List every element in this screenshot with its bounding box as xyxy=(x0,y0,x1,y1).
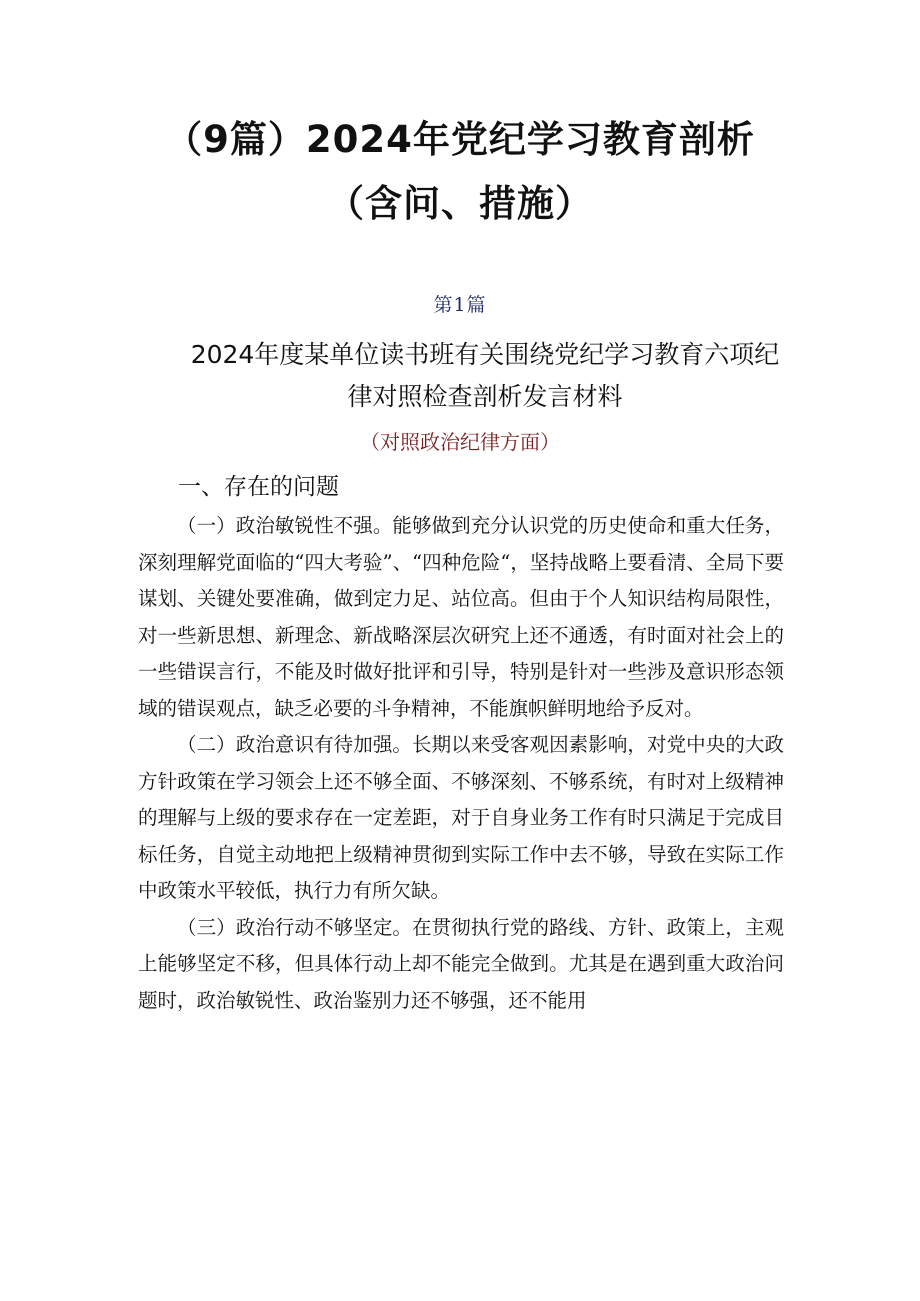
paragraph-3: （三）政治行动不够坚定。在贯彻执行党的路线、方针、政策上，主观上能够坚定不移，但具体行动上却不能完全做到。尤其是在遇到重大政治问题时，政治敏锐性、政治鉴别力还不够强，还不能用 xyxy=(138,915,784,1012)
body-text xyxy=(138,508,784,1019)
subtitle: 2024年度某单位读书班有关围绕党纪学习教育六项纪律对照检查剖析发言材料 xyxy=(190,340,780,411)
subtitle-note: （对照政治纪律方面） xyxy=(360,430,560,454)
section-heading: 一、存在的问题 xyxy=(178,474,339,500)
document-title: （9篇）2024年党纪学习教育剖析（含问、措施） xyxy=(165,118,755,225)
piece-label: 第1篇 xyxy=(433,294,487,316)
paragraph-2: （二）政治意识有待加强。长期以来受客观因素影响，对党中央的大政方针政策在学习领会上还不够全面、不够深刻、不够系统，有时对上级精神的理解与上级的要求存在一定差距，对于自身业务工作有时只满足于完成目标任务，自觉主动地把上级精神贯彻到实际工作中去不够，导致在实际工作中政策水平较低，执行力有所欠缺。 xyxy=(138,733,784,902)
paragraph-1: （一）政治敏锐性不强。能够做到充分认识党的历史使命和重大任务，深刻理解党面临的“四大考验”、“四种危险“，坚持战略上要看清、全局下要谋划、关键处要准确，做到定力足、站位高。但由于个人知识结构局限性，对一些新思想、新理念、新战略深层次研究上还不通透，有时面对社会上的一些错误言行，不能及时做好批评和引导，特别是针对一些涉及意识形态领域的错误观点，缺乏必要的斗争精神，不能旗帜鲜明地给予反对。 xyxy=(138,514,784,720)
